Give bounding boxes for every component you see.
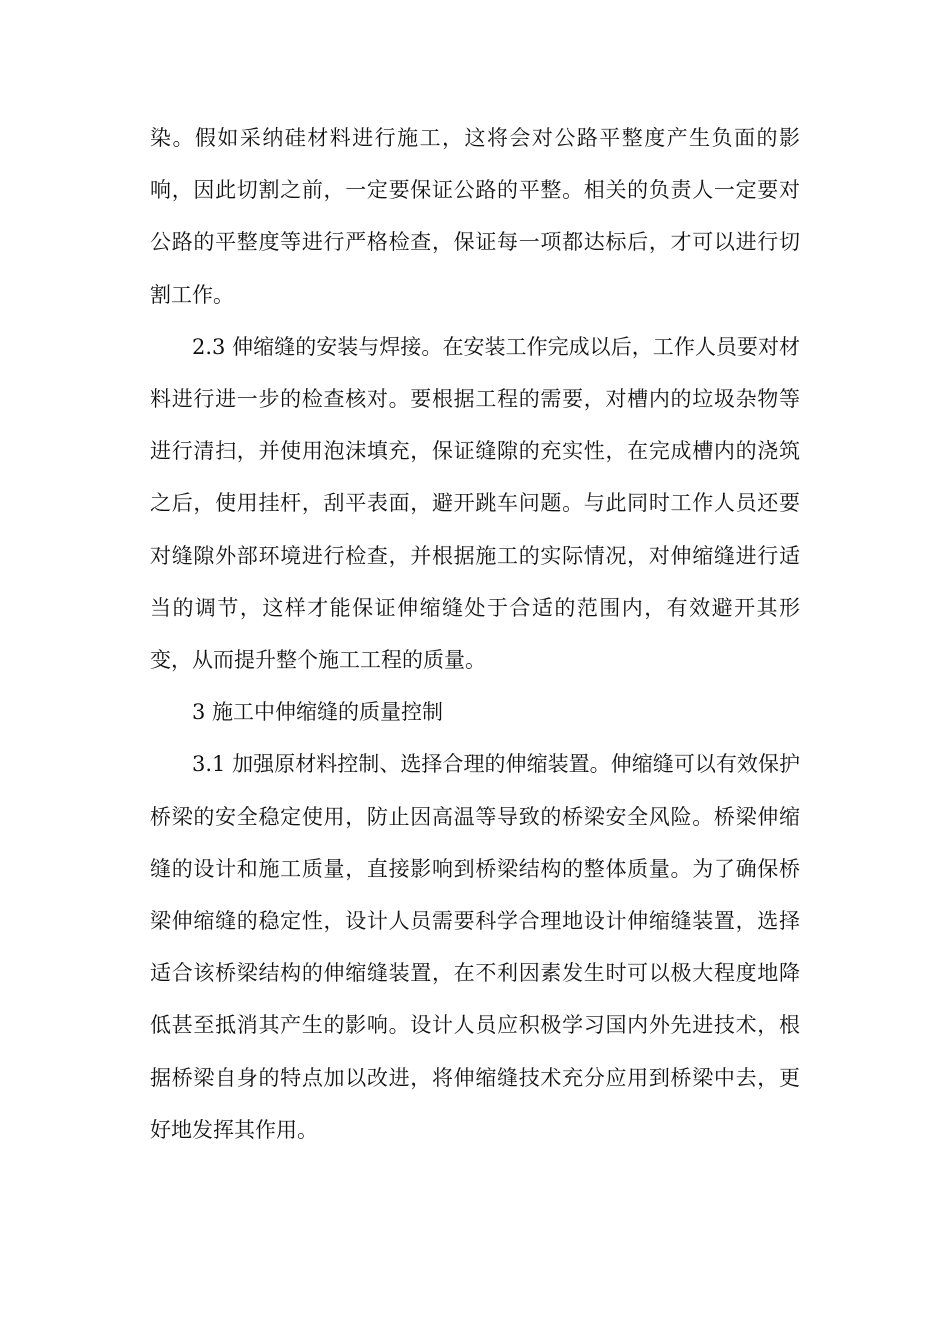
document-body bbox=[150, 112, 800, 1156]
paragraph-section-3-1: 3.1 加强原材料控制、选择合理的伸缩装置。伸缩缝可以有效保护桥梁的安全稳定使用，防止因高温等导致的桥梁安全风险。桥梁伸缩缝的设计和施工质量，直接影响到桥梁结构的整体质量。为了确保桥梁伸缩缝的稳定性，设计人员需要科学合理地设计伸缩缝装置，选择适合该桥梁结构的伸缩缝装置，在不利因素发生时可以极大程度地降低甚至抵消其产生的影响。设计人员应积极学习国内外先进技术，根据桥梁自身的特点加以改进，将伸缩缝技术充分应用到桥梁中去，更好地发挥其作用。 bbox=[150, 752, 800, 1142]
paragraph-section-2-3: 2.3 伸缩缝的安装与焊接。在安装工作完成以后，工作人员要对材料进行进一步的检查核对。要根据工程的需要，对槽内的垃圾杂物等进行清扫，并使用泡沫填充，保证缝隙的充实性，在完成槽内的浇筑之后，使用挂杆，刮平表面，避开跳车问题。与此同时工作人员还要对缝隙外部环境进行检查，并根据施工的实际情况，对伸缩缝进行适当的调节，这样才能保证伸缩缝处于合适的范围内，有效避开其形变，从而提升整个施工工程的质量。 bbox=[150, 334, 800, 673]
paragraph-continued: 染。假如采纳硅材料进行施工，这将会对公路平整度产生负面的影响，因此切割之前，一定要保证公路的平整。相关的负责人一定要对公路的平整度等进行严格检查，保证每一项都达标后，才可以进行切割工作。 bbox=[150, 126, 800, 307]
heading-section-3: 3 施工中伸缩缝的质量控制 bbox=[192, 700, 444, 725]
